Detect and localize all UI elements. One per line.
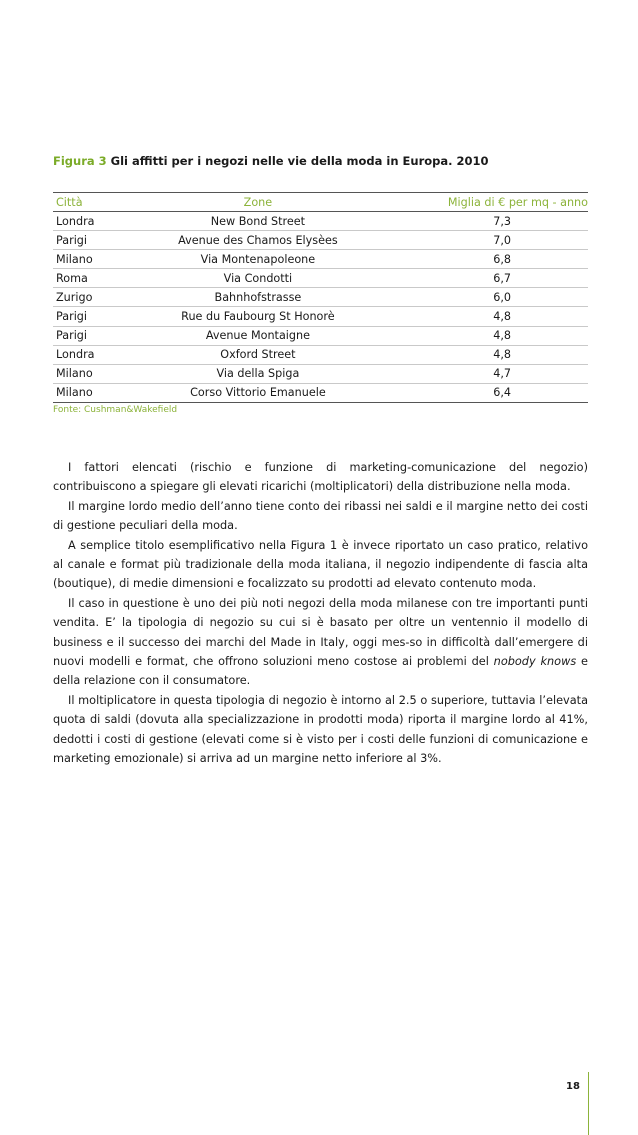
figure-title: Gli affitti per i negozi nelle vie della moda in Europa. 2010	[110, 154, 489, 168]
table-source: Fonte: Cushman&Wakefield	[53, 405, 178, 415]
paragraph: Il moltiplicatore in questa tipologia di negozio è intorno al 2.5 o superiore, tuttavia l’elevata quota di saldi (dovuta alla specializzazione in prodotti moda) riporta il margine lordo al 41%, dedotti i costi di gestione (elevati come si è visto per i costi delle funzioni di comunicazione e marketing emozionale) si arriva ad un margine netto inferiore al 3%.	[53, 693, 588, 766]
paragraph-text: Il caso in questione è uno dei più noti negozi della moda milanese con tre importanti punti vendita. E’ la tipologia di negozio su cui si è basato per oltre un ventennio il modello di business e il successo dei marchi del Made in Italy, oggi mes-so in difficoltà dall’emergere di nuovi modelli e format, che offrono soluzioni meno costose ai problemi del	[53, 596, 588, 669]
body-text	[53, 458, 588, 769]
cell-city: Londra	[53, 212, 171, 231]
cell-rent: 6,8	[345, 250, 588, 269]
cell-rent: 6,4	[345, 383, 588, 402]
cell-zone: Oxford Street	[171, 345, 345, 364]
table-row	[53, 364, 588, 383]
table-row	[53, 288, 588, 307]
cell-rent: 4,8	[345, 307, 588, 326]
cell-rent: 7,3	[345, 212, 588, 231]
figure-caption	[53, 154, 593, 168]
cell-zone: Corso Vittorio Emanuele	[171, 383, 345, 402]
cell-zone: Rue du Faubourg St Honorè	[171, 307, 345, 326]
cell-zone: Via Condotti	[171, 269, 345, 288]
page-number: 18	[566, 1081, 580, 1092]
cell-rent: 4,8	[345, 345, 588, 364]
column-header-zone: Zone	[171, 193, 345, 212]
paragraph	[53, 594, 588, 691]
cell-rent: 4,7	[345, 364, 588, 383]
cell-city: Roma	[53, 269, 171, 288]
cell-city: Parigi	[53, 231, 171, 250]
cell-rent: 7,0	[345, 231, 588, 250]
paragraph: A semplice titolo esemplificativo nella Figura 1 è invece riportato un caso pratico, relativo al canale e format più tradizionale della moda italiana, il negozio indipendente di fascia alta (boutique), di medie dimensioni e focalizzato su prodotti ad elevato contenuto moda.	[53, 538, 588, 591]
cell-zone: Avenue Montaigne	[171, 326, 345, 345]
cell-city: Londra	[53, 345, 171, 364]
cell-rent: 6,7	[345, 269, 588, 288]
paragraph-text: e della relazione con il consumatore.	[53, 655, 588, 688]
table-row	[53, 383, 588, 402]
table-row	[53, 269, 588, 288]
table-row	[53, 326, 588, 345]
table-row	[53, 231, 588, 250]
figure-label: Figura 3	[53, 154, 107, 168]
table-row	[53, 250, 588, 269]
column-header-rent: Miglia di € per mq - anno	[345, 193, 588, 212]
table-header-row	[53, 193, 588, 212]
cell-zone: New Bond Street	[171, 212, 345, 231]
cell-rent: 6,0	[345, 288, 588, 307]
cell-city: Milano	[53, 364, 171, 383]
cell-zone: Avenue des Chamos Elysèes	[171, 231, 345, 250]
cell-zone: Via della Spiga	[171, 364, 345, 383]
table-row	[53, 307, 588, 326]
cell-city: Parigi	[53, 307, 171, 326]
cell-city: Milano	[53, 250, 171, 269]
cell-zone: Bahnhofstrasse	[171, 288, 345, 307]
cell-city: Parigi	[53, 326, 171, 345]
page-divider	[588, 1072, 589, 1135]
table-row	[53, 345, 588, 364]
rent-table	[53, 192, 588, 403]
paragraph: I fattori elencati (rischio e funzione di marketing-comunicazione del negozio) contribuiscono a spiegare gli elevati ricarichi (moltiplicatori) della distribuzione nella moda.	[53, 461, 588, 494]
table-row	[53, 212, 588, 231]
emphasis-text: nobody knows	[493, 655, 577, 669]
cell-city: Milano	[53, 383, 171, 402]
cell-city: Zurigo	[53, 288, 171, 307]
cell-rent: 4,8	[345, 326, 588, 345]
column-header-city: Città	[53, 193, 171, 212]
cell-zone: Via Montenapoleone	[171, 250, 345, 269]
paragraph: Il margine lordo medio dell’anno tiene conto dei ribassi nei saldi e il margine netto dei costi di gestione peculiari della moda.	[53, 499, 588, 533]
